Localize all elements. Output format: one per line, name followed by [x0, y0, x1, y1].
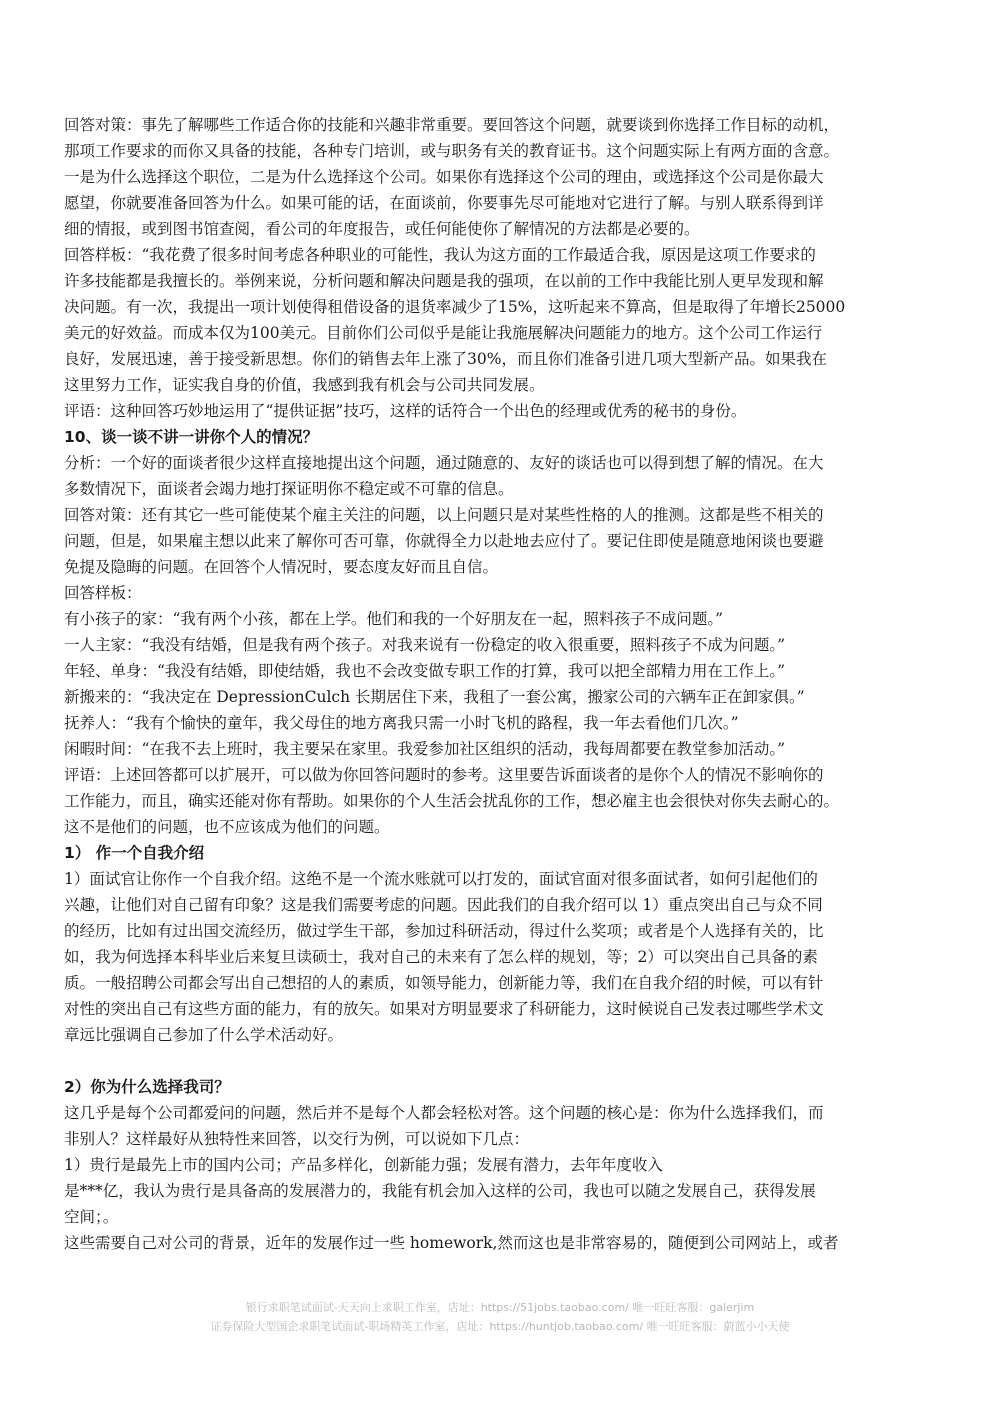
text-line: 工作能力，而且，确实还能对你有帮助。如果你的个人生活会扰乱你的工作，想必雇主也会很快对你失去耐心的。: [64, 792, 840, 810]
text-line: 回答对策：事先了解哪些工作适合你的技能和兴趣非常重要。要回答这个问题，就要谈到你选择工作目标的动机，: [64, 116, 840, 134]
text-line: 免提及隐晦的问题。在回答个人情况时，要态度友好而且自信。: [64, 558, 499, 576]
footer-watermark-line: 银行求职笔试面试-天天向上求职工作室，店址：https://51jobs.taobao.com/ 唯一旺旺客服：galerjim: [245, 1301, 755, 1314]
section-heading: 10、谈一谈不讲一讲你个人的情况？: [64, 428, 319, 446]
text-line: 对性的突出自己有这些方面的能力，有的放矢。如果对方明显要求了科研能力，这时候说自己发表过哪些学术文: [64, 1000, 824, 1018]
text-line: 许多技能都是我擅长的。举例来说，分析问题和解决问题是我的强项，在以前的工作中我能比别人更早发现和解: [64, 272, 824, 290]
text-line: 年轻、单身：“我没有结婚，即使结婚，我也不会改变做专职工作的打算，我可以把全部精力用在工作上。”: [64, 662, 786, 680]
text-line: 这几乎是每个公司都爱问的问题，然后并不是每个人都会轻松对答。这个问题的核心是：你为什么选择我们，而: [64, 1104, 824, 1122]
text-line: 这不是他们的问题，也不应该成为他们的问题。: [64, 818, 390, 836]
text-line: 是***亿，我认为贵行是具备高的发展潜力的，我能有机会加入这样的公司，我也可以随之发展自己，获得发展: [64, 1182, 816, 1200]
text-line: 一是为什么选择这个职位，二是为什么选择这个公司。如果你有选择这个公司的理由，或选择这个公司是你最大: [64, 168, 824, 186]
text-line: 美元的好效益。而成本仅为100美元。目前你们公司似乎是能让我施展解决问题能力的地方。这个公司工作运行: [64, 324, 823, 342]
text-line: 1）面试官让你作一个自我介绍。这绝不是一个流水账就可以打发的，面试官面对很多面试者，如何引起他们的: [64, 870, 818, 888]
text-line: 非别人？这样最好从独特性来回答，以交行为例，可以说如下几点：: [64, 1130, 530, 1148]
section-heading: 1） 作一个自我介绍: [64, 844, 205, 862]
text-line: 良好，发展迅速，善于接受新思想。你们的销售去年上涨了30%，而且你们准备引进几项大型新产品。如果我在: [64, 350, 827, 368]
text-line: 这里努力工作，证实我自身的价值，我感到我有机会与公司共同发展。: [64, 376, 545, 394]
document-body: [64, 112, 936, 1256]
text-line: 问题，但是，如果雇主想以此来了解你可否可靠，你就得全力以赴地去应付了。要记住即使是随意地闲谈也要避: [64, 532, 824, 550]
footer-watermark-line: 证券保险大型国企求职笔试面试-职场精英工作室，店址：https://huntjob.taobao.com/ 唯一旺旺客服：蔚蓝小小天使: [210, 1320, 790, 1333]
text-line: 回答样板：“我花费了很多时间考虑各种职业的可能性，我认为这方面的工作最适合我，原因是这项工作要求的: [64, 246, 816, 264]
blank-line: [64, 1048, 936, 1074]
text-line: 愿望，你就要准备回答为什么。如果可能的话，在面谈前，你要事先尽可能地对它进行了解。与别人联系得到详: [64, 194, 824, 212]
text-line: 细的情报，或到图书馆查阅，看公司的年度报告，或任何能使你了解情况的方法都是必要的。: [64, 220, 700, 238]
text-line: 章远比强调自己参加了什么学术活动好。: [64, 1026, 344, 1044]
text-line: 如，我为何选择本科毕业后来复旦读硕士，我对自己的未来有了怎么样的规划，等；2）可以突出自己具备的素: [64, 948, 818, 966]
text-line: 多数情况下，面谈者会竭力地打探证明你不稳定或不可靠的信息。: [64, 480, 514, 498]
text-line: 分析：一个好的面谈者很少这样直接地提出这个问题，通过随意的、友好的谈话也可以得到想了解的情况。在大: [64, 454, 824, 472]
text-line: 评语：这种回答巧妙地运用了“提供证据”技巧，这样的话符合一个出色的经理或优秀的秘书的身份。: [64, 402, 747, 420]
text-line: 的经历，比如有过出国交流经历，做过学生干部，参加过科研活动，得过什么奖项；或者是个人选择有关的，比: [64, 922, 824, 940]
section-heading: 2）你为什么选择我司？: [64, 1078, 230, 1096]
text-line: 回答样板：: [64, 584, 142, 602]
text-line: 抚养人：“我有个愉快的童年，我父母住的地方离我只需一小时飞机的路程，我一年去看他们几次。”: [64, 714, 739, 732]
text-line: 新搬来的：“我决定在 DepressionCulch 长期居住下来，我租了一套公寓，搬家公司的六辆车正在卸家俱。”: [64, 688, 805, 706]
text-line: 回答对策：还有其它一些可能使某个雇主关注的问题，以上问题只是对某些性格的人的推测。这都是些不相关的: [64, 506, 824, 524]
text-line: 评语：上述回答都可以扩展开，可以做为你回答问题时的参考。这里要告诉面谈者的是你个人的情况不影响你的: [64, 766, 824, 784]
text-line: 闲暇时间：“在我不去上班时，我主要呆在家里。我爱参加社区组织的活动，我每周都要在教堂参加活动。”: [64, 740, 786, 758]
text-line: 一人主家：“我没有结婚，但是我有两个孩子。对我来说有一份稳定的收入很重要，照料孩子不成为问题。”: [64, 636, 786, 654]
text-line: 空间；。: [64, 1208, 119, 1226]
text-line: 有小孩子的家：“我有两个小孩，都在上学。他们和我的一个好朋友在一起，照料孩子不成问题。”: [64, 610, 724, 628]
text-line: 这些需要自己对公司的背景，近年的发展作过一些 homework,然而这也是非常容易的，随便到公司网站上，或者: [64, 1234, 839, 1252]
text-line: 那项工作要求的而你又具备的技能，各种专门培训，或与职务有关的教育证书。这个问题实际上有两方面的含意。: [64, 142, 840, 160]
text-line: 决问题。有一次，我提出一项计划使得租借设备的退货率减少了15%，这听起来不算高，但是取得了年增长25000: [64, 298, 846, 316]
text-line: 兴趣，让他们对自己留有印象？这是我们需要考虑的问题。因此我们的自我介绍可以 1）重点突出自己与众不同: [64, 896, 823, 914]
text-line: 质。一般招聘公司都会写出自己想招的人的素质，如领导能力，创新能力等，我们在自我介绍的时候，可以有针: [64, 974, 824, 992]
text-line: 1）贵行是最先上市的国内公司；产品多样化，创新能力强；发展有潜力，去年年度收入: [64, 1156, 663, 1174]
